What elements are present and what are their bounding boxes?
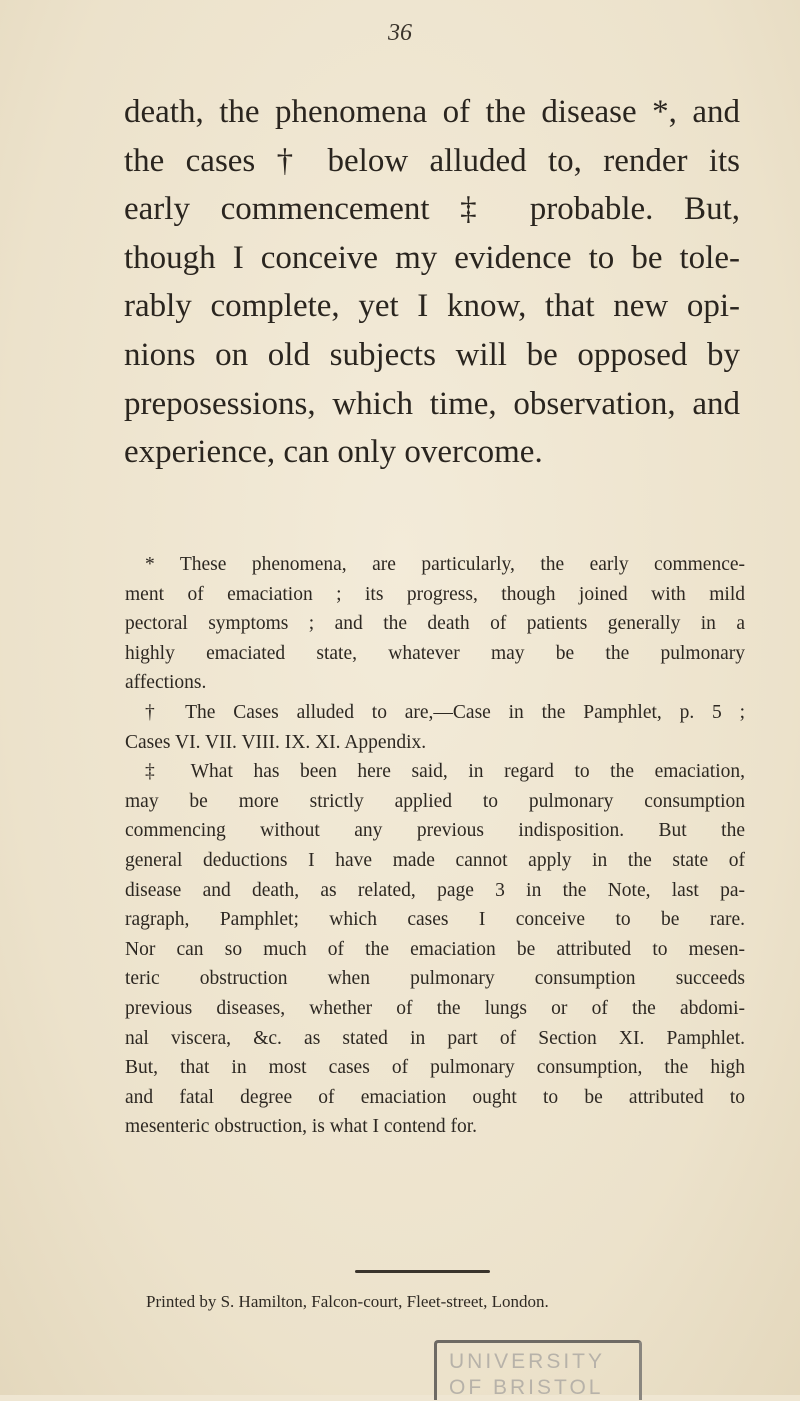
body-line: the cases † below alluded to, render its [124, 142, 740, 179]
footnote-line: ‡ What has been here said, in regard to the emaciation, [145, 761, 745, 783]
footnotes [125, 550, 745, 1142]
stamp-line: OF BRISTOL [449, 1376, 604, 1399]
footnote-line: affections. [125, 672, 207, 694]
footnote-line: teric obstruction when pulmonary consumption succeeds [125, 968, 745, 990]
footnote-line: may be more strictly applied to pulmonary consumption [125, 790, 745, 812]
footnote-line: pectoral symptoms ; and the death of patients generally in a [125, 613, 745, 635]
footnote-line: disease and death, as related, page 3 in the Note, last pa- [125, 879, 745, 901]
footnote-line: ment of emaciation ; its progress, though joined with mild [125, 583, 745, 605]
body-line: experience, can only overcome. [124, 434, 543, 471]
footnote-line: ragraph, Pamphlet; which cases I conceive to be rare. [125, 909, 745, 931]
main-paragraph [124, 88, 740, 477]
footnote-line: commencing without any previous indisposition. But the [125, 820, 745, 842]
footnote-line: highly emaciated state, whatever may be the pulmonary [125, 642, 745, 664]
footnote-line: mesenteric obstruction, is what I contend for. [125, 1116, 477, 1138]
footnote-line: Nor can so much of the emaciation be attributed to mesen- [125, 938, 745, 960]
footnote-line: But, that in most cases of pulmonary consumption, the high [125, 1057, 745, 1079]
body-line: rably complete, yet I know, that new opi- [124, 288, 740, 325]
body-line: nions on old subjects will be opposed by [124, 336, 740, 373]
body-line: death, the phenomena of the disease *, and [124, 94, 740, 130]
divider-rule [355, 1270, 490, 1273]
printer-imprint: Printed by S. Hamilton, Falcon-court, Fleet-street, London. [146, 1292, 549, 1311]
footnote-line: Cases VI. VII. VIII. IX. XI. Appendix. [125, 731, 427, 753]
footnote-line: general deductions I have made cannot apply in the state of [125, 849, 745, 871]
footnote-line: † The Cases alluded to are,—Case in the Pamphlet, p. 5 ; [145, 701, 745, 723]
footnote-line: and fatal degree of emaciation ought to be attributed to [125, 1086, 745, 1108]
library-stamp [434, 1340, 642, 1400]
stamp-line: UNIVERSITY [449, 1350, 606, 1373]
page-number: 36 [388, 20, 412, 46]
body-line: preposessions, which time, observation, and [124, 385, 740, 422]
body-line: early commencement ‡ probable. But, [124, 191, 740, 228]
body-line: though I conceive my evidence to be tole- [124, 239, 740, 276]
footnote-line: previous diseases, whether of the lungs or of the abdomi- [125, 997, 745, 1019]
footnote-line: * These phenomena, are particularly, the early commence- [145, 554, 745, 575]
footnote-line: nal viscera, &c. as stated in part of Section XI. Pamphlet. [125, 1027, 745, 1049]
